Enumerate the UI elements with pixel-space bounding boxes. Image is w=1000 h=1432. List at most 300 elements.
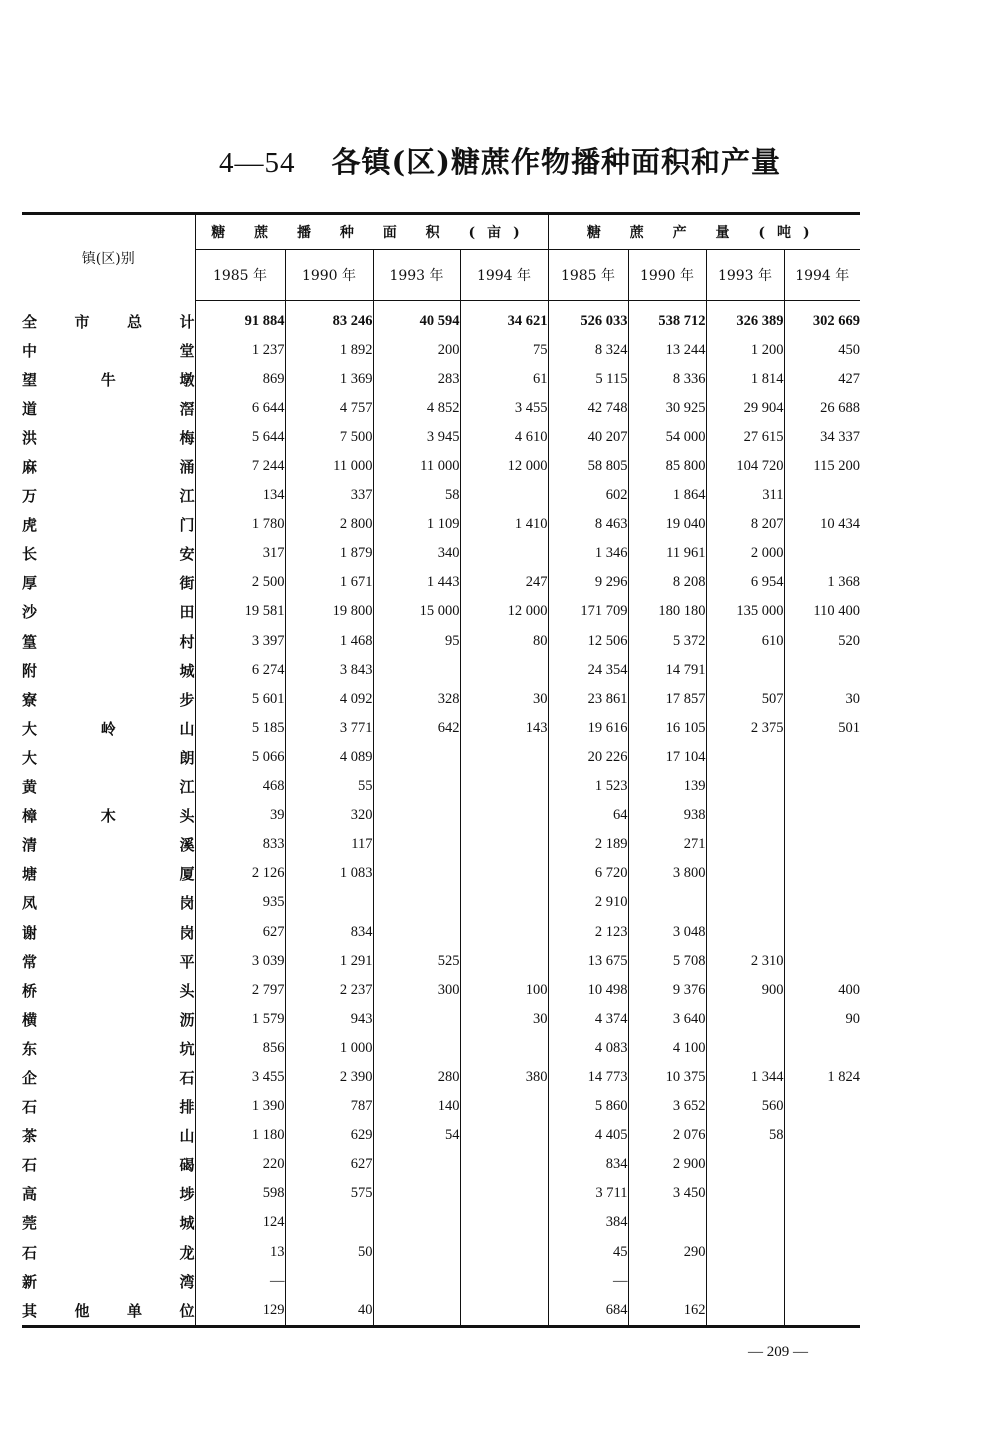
table-row bbox=[22, 365, 860, 394]
table-cell: 538 712 bbox=[628, 301, 706, 336]
table-cell bbox=[784, 1092, 860, 1121]
table-cell: 19 616 bbox=[548, 714, 628, 743]
table-cell bbox=[285, 1267, 373, 1296]
table-cell: 1 369 bbox=[285, 365, 373, 394]
town-name: 望牛墩 bbox=[22, 365, 195, 394]
table-row bbox=[22, 597, 860, 626]
table-cell: 45 bbox=[548, 1238, 628, 1267]
table-cell: 6 954 bbox=[706, 568, 784, 597]
table-row bbox=[22, 888, 860, 917]
town-name: 厚街 bbox=[22, 568, 195, 597]
table-cell: 328 bbox=[373, 685, 460, 714]
table-cell: 200 bbox=[373, 336, 460, 365]
table-cell bbox=[784, 481, 860, 510]
table-cell: 2 800 bbox=[285, 510, 373, 539]
table-cell: 380 bbox=[460, 1063, 548, 1092]
table-cell bbox=[706, 888, 784, 917]
table-cell: 1 671 bbox=[285, 568, 373, 597]
table-row bbox=[22, 656, 860, 685]
table-cell: 34 621 bbox=[460, 301, 548, 336]
town-name: 长安 bbox=[22, 539, 195, 568]
table-cell: 300 bbox=[373, 976, 460, 1005]
table-cell: 115 200 bbox=[813, 458, 860, 475]
table-cell: 2 123 bbox=[548, 917, 628, 946]
table-cell: 140 bbox=[373, 1092, 460, 1121]
table-cell: 5 708 bbox=[628, 947, 706, 976]
table-cell: 2 500 bbox=[195, 568, 285, 597]
table-cell bbox=[460, 1121, 548, 1150]
year-header: 1990 年 bbox=[285, 250, 373, 301]
table-row bbox=[22, 336, 860, 365]
table-cell: 602 bbox=[548, 481, 628, 510]
table-cell bbox=[373, 1267, 460, 1296]
table-cell bbox=[373, 772, 460, 801]
table-cell bbox=[460, 772, 548, 801]
table-cell bbox=[373, 830, 460, 859]
table-cell: 1 468 bbox=[285, 627, 373, 656]
group-header-area: 糖 蔗 播 种 面 积 (亩) bbox=[195, 214, 548, 250]
table-cell: 5 185 bbox=[195, 714, 285, 743]
table-number: 4—54 bbox=[219, 147, 296, 179]
table-cell: 507 bbox=[706, 685, 784, 714]
table-cell bbox=[706, 1150, 784, 1179]
town-name: 沙田 bbox=[22, 597, 195, 626]
town-name: 塘厦 bbox=[22, 859, 195, 888]
table-row bbox=[22, 1092, 860, 1121]
table-cell: 11 961 bbox=[628, 539, 706, 568]
table-row bbox=[22, 510, 860, 539]
table-cell: 8 208 bbox=[628, 568, 706, 597]
table-cell: 110 400 bbox=[813, 603, 860, 620]
table-cell: 42 748 bbox=[548, 394, 628, 423]
table-row bbox=[22, 772, 860, 801]
page-number: — 209 — bbox=[748, 1344, 808, 1360]
table-cell: 4 405 bbox=[548, 1121, 628, 1150]
table-cell bbox=[460, 1238, 548, 1267]
table-cell: 13 bbox=[195, 1238, 285, 1267]
table-cell bbox=[784, 830, 860, 859]
table-cell: 64 bbox=[548, 801, 628, 830]
table-cell: 2 126 bbox=[195, 859, 285, 888]
table-cell: 1 083 bbox=[285, 859, 373, 888]
table-cell: 856 bbox=[195, 1034, 285, 1063]
table-cell: 180 180 bbox=[628, 597, 706, 626]
table-cell: 3 455 bbox=[195, 1063, 285, 1092]
table-title: 各镇(区)糖蔗作物播种面积和产量 bbox=[331, 145, 781, 179]
table-row bbox=[22, 1238, 860, 1267]
table-cell: 337 bbox=[285, 481, 373, 510]
table-cell bbox=[784, 1208, 860, 1237]
table-cell: 19 581 bbox=[195, 597, 285, 626]
table-cell: 2 375 bbox=[706, 714, 784, 743]
table-cell: 129 bbox=[195, 1296, 285, 1327]
table-cell bbox=[628, 888, 706, 917]
table-cell: — bbox=[195, 1267, 285, 1296]
table-cell: 58 bbox=[706, 1121, 784, 1150]
town-name: 中堂 bbox=[22, 336, 195, 365]
table-cell bbox=[460, 1092, 548, 1121]
table-cell: 58 805 bbox=[548, 452, 628, 481]
table-cell: 6 274 bbox=[195, 656, 285, 685]
table-body bbox=[22, 301, 860, 1327]
total-row bbox=[22, 301, 860, 336]
table-cell: 317 bbox=[195, 539, 285, 568]
table-cell: 3 945 bbox=[373, 423, 460, 452]
table-cell: — bbox=[548, 1267, 628, 1296]
table-cell: 10 434 bbox=[820, 516, 860, 533]
table-row bbox=[22, 1208, 860, 1237]
table-cell: 1 824 bbox=[827, 1068, 860, 1085]
table-cell bbox=[373, 1179, 460, 1208]
table-cell: 400 bbox=[838, 981, 860, 998]
table-cell bbox=[784, 859, 860, 888]
table-cell bbox=[628, 1208, 706, 1237]
table-row bbox=[22, 1121, 860, 1150]
table-cell bbox=[373, 917, 460, 946]
table-cell: 12 000 bbox=[460, 597, 548, 626]
table-cell: 20 226 bbox=[548, 743, 628, 772]
table-cell: 3 800 bbox=[628, 859, 706, 888]
table-cell bbox=[460, 481, 548, 510]
table-cell: 83 246 bbox=[285, 301, 373, 336]
table-cell bbox=[460, 888, 548, 917]
table-cell: 302 669 bbox=[812, 312, 860, 329]
town-name: 新湾 bbox=[22, 1267, 195, 1296]
table-cell: 1 892 bbox=[285, 336, 373, 365]
table-cell: 19 040 bbox=[628, 510, 706, 539]
table-cell: 627 bbox=[285, 1150, 373, 1179]
table-cell bbox=[784, 1150, 860, 1179]
table-cell: 326 389 bbox=[706, 301, 784, 336]
table-cell: 8 336 bbox=[628, 365, 706, 394]
table-cell: 134 bbox=[195, 481, 285, 510]
table-cell: 2 910 bbox=[548, 888, 628, 917]
table-cell bbox=[373, 1296, 460, 1327]
statistics-table bbox=[22, 212, 860, 1328]
table-cell: 834 bbox=[548, 1150, 628, 1179]
table-cell bbox=[373, 1034, 460, 1063]
table-cell: 8 207 bbox=[706, 510, 784, 539]
table-cell: 12 506 bbox=[548, 627, 628, 656]
town-name: 麻涌 bbox=[22, 452, 195, 481]
table-cell bbox=[784, 1238, 860, 1267]
table-cell bbox=[784, 1034, 860, 1063]
town-name: 石龙 bbox=[22, 1238, 195, 1267]
table-cell bbox=[460, 1179, 548, 1208]
table-cell: 2 390 bbox=[285, 1063, 373, 1092]
table-cell bbox=[706, 801, 784, 830]
table-cell bbox=[460, 743, 548, 772]
table-cell: 598 bbox=[195, 1179, 285, 1208]
table-cell: 560 bbox=[706, 1092, 784, 1121]
table-cell bbox=[285, 1208, 373, 1237]
table-cell bbox=[373, 1005, 460, 1034]
table-cell: 1 291 bbox=[285, 947, 373, 976]
table-cell: 1 523 bbox=[548, 772, 628, 801]
table-cell: 139 bbox=[628, 772, 706, 801]
town-name: 石碣 bbox=[22, 1150, 195, 1179]
table-cell: 24 354 bbox=[548, 656, 628, 685]
table-cell bbox=[628, 1267, 706, 1296]
table-cell: 3 039 bbox=[195, 947, 285, 976]
table-cell: 5 115 bbox=[548, 365, 628, 394]
table-cell bbox=[706, 859, 784, 888]
town-name: 凤岗 bbox=[22, 888, 195, 917]
table-cell: 869 bbox=[195, 365, 285, 394]
table-cell: 80 bbox=[460, 627, 548, 656]
table-cell: 1 237 bbox=[195, 336, 285, 365]
table-cell: 5 372 bbox=[628, 627, 706, 656]
table-cell: 75 bbox=[460, 336, 548, 365]
table-row bbox=[22, 801, 860, 830]
town-name: 高埗 bbox=[22, 1179, 195, 1208]
table-cell bbox=[706, 1238, 784, 1267]
year-header: 1994 年 bbox=[784, 250, 860, 301]
town-name: 谢岗 bbox=[22, 917, 195, 946]
table-cell: 40 bbox=[285, 1296, 373, 1327]
table-row bbox=[22, 481, 860, 510]
table-cell bbox=[784, 1296, 860, 1327]
table-cell: 19 800 bbox=[285, 597, 373, 626]
table-cell: 4 100 bbox=[628, 1034, 706, 1063]
table-cell: 10 498 bbox=[548, 976, 628, 1005]
table-cell bbox=[784, 801, 860, 830]
table-row bbox=[22, 627, 860, 656]
table-cell: 5 066 bbox=[195, 743, 285, 772]
table-cell: 684 bbox=[548, 1296, 628, 1327]
table-cell: 9 296 bbox=[548, 568, 628, 597]
table-cell: 834 bbox=[285, 917, 373, 946]
table-cell: 4 852 bbox=[373, 394, 460, 423]
table-cell: 900 bbox=[706, 976, 784, 1005]
town-name: 虎门 bbox=[22, 510, 195, 539]
table-cell bbox=[784, 1267, 860, 1296]
table-cell: 104 720 bbox=[706, 452, 784, 481]
table-row bbox=[22, 917, 860, 946]
table-cell: 1 579 bbox=[195, 1005, 285, 1034]
table-cell bbox=[460, 1296, 548, 1327]
table-cell: 6 644 bbox=[195, 394, 285, 423]
year-header: 1993 年 bbox=[706, 250, 784, 301]
table-cell: 1 443 bbox=[373, 568, 460, 597]
table-cell bbox=[706, 743, 784, 772]
table-cell: 935 bbox=[195, 888, 285, 917]
table-row bbox=[22, 394, 860, 423]
table-cell: 4 374 bbox=[548, 1005, 628, 1034]
table-cell: 5 860 bbox=[548, 1092, 628, 1121]
table-cell: 3 397 bbox=[195, 627, 285, 656]
town-name: 万江 bbox=[22, 481, 195, 510]
town-name: 洪梅 bbox=[22, 423, 195, 452]
table-cell bbox=[285, 888, 373, 917]
year-header: 1990 年 bbox=[628, 250, 706, 301]
town-name: 樟木头 bbox=[22, 801, 195, 830]
town-name: 其他单位 bbox=[22, 1296, 195, 1327]
table-cell: 58 bbox=[373, 481, 460, 510]
table-cell: 4 083 bbox=[548, 1034, 628, 1063]
table-cell: 520 bbox=[838, 632, 860, 649]
table-cell: 1 346 bbox=[548, 539, 628, 568]
table-cell: 34 337 bbox=[820, 428, 860, 445]
table-cell bbox=[460, 1034, 548, 1063]
table-cell: 3 640 bbox=[628, 1005, 706, 1034]
table-row bbox=[22, 947, 860, 976]
table-cell: 340 bbox=[373, 539, 460, 568]
table-cell bbox=[373, 859, 460, 888]
table-cell bbox=[706, 1267, 784, 1296]
table-row bbox=[22, 1005, 860, 1034]
table-cell: 29 904 bbox=[706, 394, 784, 423]
table-cell: 938 bbox=[628, 801, 706, 830]
table-cell: 3 843 bbox=[285, 656, 373, 685]
table-cell: 3 652 bbox=[628, 1092, 706, 1121]
town-name: 企石 bbox=[22, 1063, 195, 1092]
table-cell bbox=[373, 1150, 460, 1179]
table-cell: 40 594 bbox=[373, 301, 460, 336]
table-cell: 1 879 bbox=[285, 539, 373, 568]
table-cell: 320 bbox=[285, 801, 373, 830]
table-cell: 8 324 bbox=[548, 336, 628, 365]
table-cell: 11 000 bbox=[285, 452, 373, 481]
table-cell bbox=[784, 888, 860, 917]
row-header: 镇(区)别 bbox=[22, 214, 195, 301]
table-cell: 27 615 bbox=[706, 423, 784, 452]
town-name: 道滘 bbox=[22, 394, 195, 423]
table-cell: 135 000 bbox=[706, 597, 784, 626]
table-cell bbox=[373, 801, 460, 830]
table-cell: 15 000 bbox=[373, 597, 460, 626]
table-cell: 171 709 bbox=[548, 597, 628, 626]
table-cell: 14 773 bbox=[548, 1063, 628, 1092]
table-cell: 1 344 bbox=[706, 1063, 784, 1092]
table-cell: 629 bbox=[285, 1121, 373, 1150]
table-cell: 2 189 bbox=[548, 830, 628, 859]
table-cell: 12 000 bbox=[460, 452, 548, 481]
table-cell: 450 bbox=[838, 341, 860, 358]
town-name: 附城 bbox=[22, 656, 195, 685]
table-cell: 627 bbox=[195, 917, 285, 946]
table-cell: 833 bbox=[195, 830, 285, 859]
table-cell: 1 368 bbox=[827, 574, 860, 591]
town-name: 篁村 bbox=[22, 627, 195, 656]
table-cell: 427 bbox=[838, 370, 860, 387]
table-cell: 143 bbox=[460, 714, 548, 743]
table-cell bbox=[460, 1267, 548, 1296]
table-cell: 501 bbox=[838, 719, 860, 736]
town-name: 黄江 bbox=[22, 772, 195, 801]
table-cell: 7 244 bbox=[195, 452, 285, 481]
table-cell: 642 bbox=[373, 714, 460, 743]
table-cell bbox=[373, 1238, 460, 1267]
table-cell: 247 bbox=[460, 568, 548, 597]
table-row bbox=[22, 1296, 860, 1327]
table-cell: 23 861 bbox=[548, 685, 628, 714]
year-header: 1985 年 bbox=[548, 250, 628, 301]
group-header-output: 糖 蔗 产 量 (吨) bbox=[548, 214, 860, 250]
table-cell: 30 bbox=[845, 690, 860, 707]
table-cell bbox=[784, 743, 860, 772]
table-cell: 9 376 bbox=[628, 976, 706, 1005]
table-cell: 4 610 bbox=[460, 423, 548, 452]
table-cell bbox=[784, 772, 860, 801]
table-cell: 61 bbox=[460, 365, 548, 394]
table-cell: 2 900 bbox=[628, 1150, 706, 1179]
table-cell bbox=[706, 656, 784, 685]
table-cell bbox=[460, 539, 548, 568]
table-cell: 1 390 bbox=[195, 1092, 285, 1121]
table-cell: 3 048 bbox=[628, 917, 706, 946]
town-name: 莞城 bbox=[22, 1208, 195, 1237]
table-cell: 1 180 bbox=[195, 1121, 285, 1150]
table-cell: 14 791 bbox=[628, 656, 706, 685]
table-cell: 283 bbox=[373, 365, 460, 394]
table-cell: 162 bbox=[628, 1296, 706, 1327]
table-cell bbox=[706, 917, 784, 946]
table-cell: 280 bbox=[373, 1063, 460, 1092]
table-cell bbox=[460, 1208, 548, 1237]
table-cell bbox=[460, 917, 548, 946]
table-cell: 50 bbox=[285, 1238, 373, 1267]
table-row bbox=[22, 423, 860, 452]
table-row bbox=[22, 539, 860, 568]
table-cell bbox=[460, 1150, 548, 1179]
table-row bbox=[22, 1034, 860, 1063]
table-cell bbox=[460, 859, 548, 888]
table-cell: 468 bbox=[195, 772, 285, 801]
table-cell: 13 675 bbox=[548, 947, 628, 976]
table-cell: 30 925 bbox=[628, 394, 706, 423]
table-cell: 30 bbox=[460, 685, 548, 714]
table-cell: 10 375 bbox=[628, 1063, 706, 1092]
table-cell bbox=[706, 1208, 784, 1237]
table-cell bbox=[784, 1121, 860, 1150]
table-cell: 3 450 bbox=[628, 1179, 706, 1208]
table-cell: 90 bbox=[845, 1010, 860, 1027]
table-cell: 17 857 bbox=[628, 685, 706, 714]
table-cell bbox=[460, 830, 548, 859]
table-cell: 3 455 bbox=[460, 394, 548, 423]
year-header: 1994 年 bbox=[460, 250, 548, 301]
town-name: 桥头 bbox=[22, 976, 195, 1005]
table-cell: 2 237 bbox=[285, 976, 373, 1005]
table-cell: 2 310 bbox=[706, 947, 784, 976]
table-cell: 290 bbox=[628, 1238, 706, 1267]
table-row bbox=[22, 1063, 860, 1092]
table-cell bbox=[784, 656, 860, 685]
table-cell: 3 711 bbox=[548, 1179, 628, 1208]
table-row bbox=[22, 976, 860, 1005]
table-cell: 95 bbox=[373, 627, 460, 656]
table-cell: 1 000 bbox=[285, 1034, 373, 1063]
table-cell: 384 bbox=[548, 1208, 628, 1237]
table-cell: 6 720 bbox=[548, 859, 628, 888]
table-cell: 26 688 bbox=[820, 399, 860, 416]
table-cell: 1 814 bbox=[706, 365, 784, 394]
table-cell bbox=[373, 656, 460, 685]
table-cell bbox=[373, 743, 460, 772]
table-cell: 16 105 bbox=[628, 714, 706, 743]
table-row bbox=[22, 743, 860, 772]
table-row bbox=[22, 1179, 860, 1208]
table-cell bbox=[460, 656, 548, 685]
town-name: 大朗 bbox=[22, 743, 195, 772]
table-cell: 5 644 bbox=[195, 423, 285, 452]
table-cell: 55 bbox=[285, 772, 373, 801]
table-row bbox=[22, 1150, 860, 1179]
table-cell bbox=[706, 1296, 784, 1327]
table-cell bbox=[706, 1005, 784, 1034]
table-cell: 1 864 bbox=[628, 481, 706, 510]
